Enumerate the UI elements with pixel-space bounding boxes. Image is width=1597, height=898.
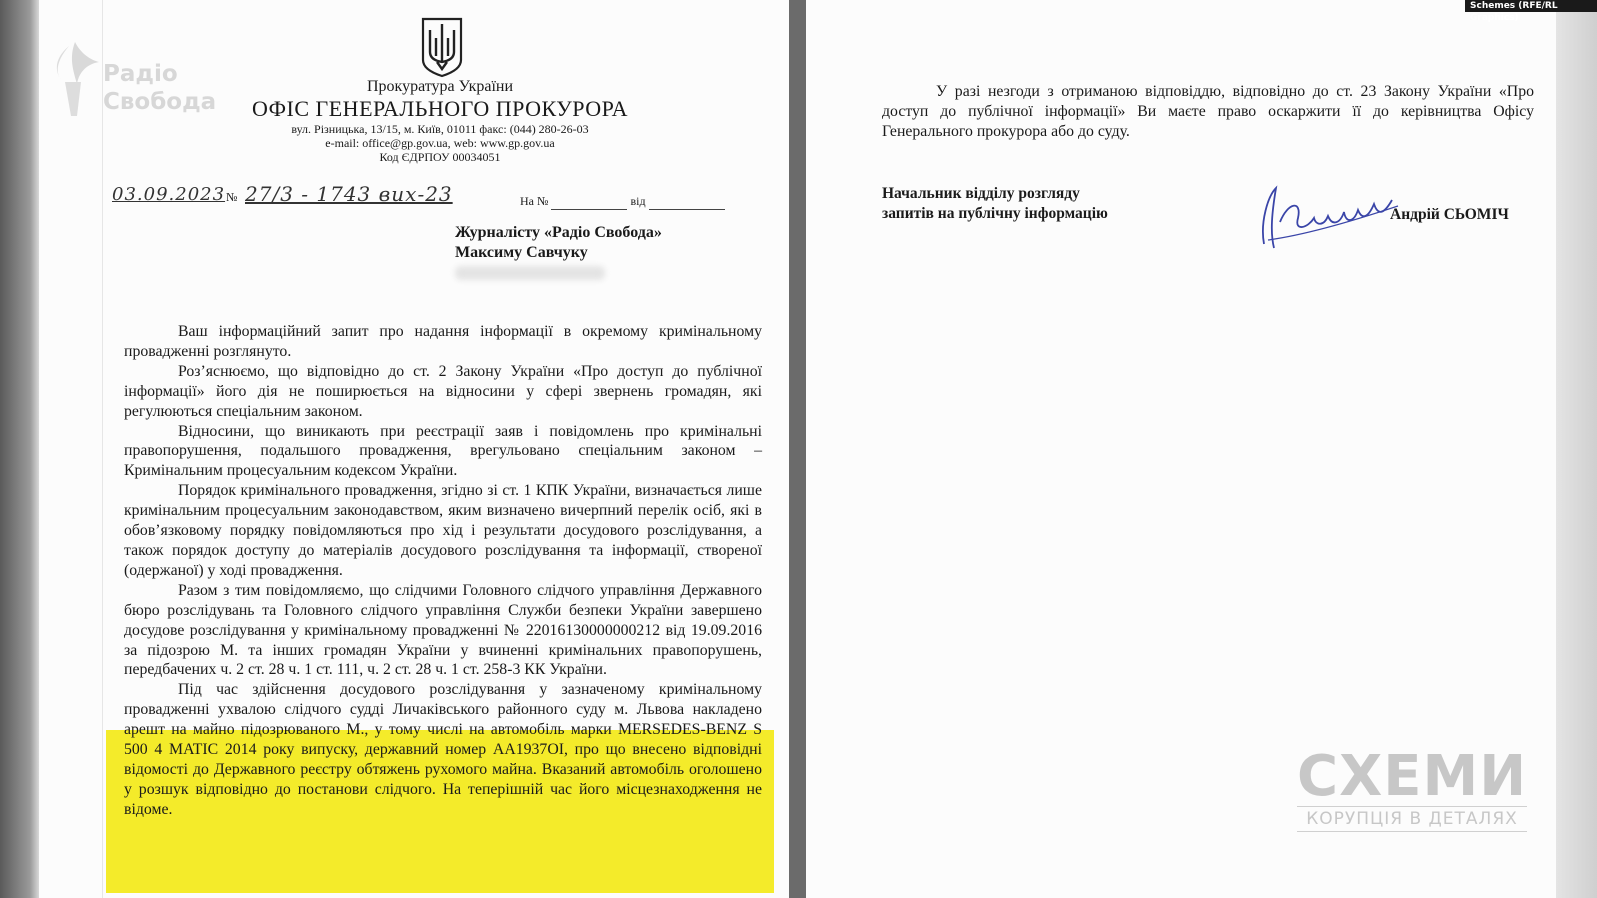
body-paragraph: Відносини, що виникають при реєстрації заяв і повідомлень про кримінальні правопорушення, подальшого провадження, врегульовано спеціальним законом – Кримінальним процесуальним кодексом України. <box>124 422 762 480</box>
office-contacts: e-mail: office@gp.gov.ua, web: www.gp.gov.ua <box>325 136 555 150</box>
brand-line-2: Свобода <box>103 89 217 115</box>
reference-line <box>520 194 725 210</box>
redacted-contact <box>455 266 605 280</box>
letter-body <box>124 322 762 820</box>
signer-title-line-2: запитів на публічну інформацію <box>882 205 1108 222</box>
highlighted-paragraph: Під час здійснення досудового розслідування у зазначеному кримінальному провадженні ухвалою слідчого судді Личаківського районного суду м. Львова накладено арешт на майно підозрюваного М., у тому числі на автомобіль марки MERSEDES-BENZ S 500 4 MATIC 2014 року випуску, державний номер АА1937ОІ, про що внесено відповідні відомості до Державного реєстру обтяжень рухомого майна. Вказаний автомобіль оголошено у розшук відповідно до постанови слідчого. На теперішній час його місцезнаходження не відоме. <box>124 681 762 818</box>
vid-blank <box>649 194 725 210</box>
schemy-logo <box>1297 744 1528 832</box>
office-code: Код ЄДРПОУ 00034051 <box>379 150 501 164</box>
number-sign: № <box>226 190 238 204</box>
na-label: На № <box>520 194 549 208</box>
signer-name: Андрій СЬОМІЧ <box>1390 206 1509 223</box>
addressee-line-2: Максиму Савчуку <box>455 244 588 261</box>
brand-line-1: Радіо <box>103 61 178 87</box>
schemy-subtitle: КОРУПЦІЯ В ДЕТАЛЯХ <box>1297 806 1527 832</box>
page-gap <box>789 0 806 898</box>
trident-emblem-icon <box>420 16 464 78</box>
graphics-credit: Schemes (RFE/RL Graphics) <box>1465 0 1597 12</box>
handwritten-date: 03.09.2023 <box>112 184 226 205</box>
signature-icon <box>1258 182 1408 252</box>
signer-title <box>882 184 1108 224</box>
handwritten-number: 27/3 - 1743 вих-23 <box>245 182 453 206</box>
appeal-paragraph: У разі незгоди з отриманою відповіддю, відповідно до ст. 23 Закону України «Про доступ до публічної інформації» Ви маєте право оскаржити її до керівництва Офісу Генерального прокурора або до суду. <box>882 83 1534 140</box>
vid-label: від <box>630 194 646 208</box>
addressee <box>455 223 662 263</box>
body-paragraph: Порядок кримінального провадження, згідно зі ст. 1 КПК України, визначається лише кримінальним процесуальним законодавством, яким визначено вичерпний перелік осіб, які в обов’язковому порядку повідомляються про хід і результати досудового розслідування, а також порядок доступу до матеріалів досудового розслідування та інформації, створеної (одержаної) у ході провадження. <box>124 482 762 579</box>
page-fold <box>102 0 103 898</box>
background-strip <box>1556 0 1597 898</box>
body-paragraph: Ваш інформаційний запит про надання інформації в окремому кримінальному провадженні розглянуто. <box>124 323 762 360</box>
org-name: Прокуратура України <box>366 78 514 95</box>
office-address: вул. Різницька, 13/15, м. Київ, 01011 факс: (044) 280-26-03 <box>291 122 589 136</box>
office-name: ОФІС ГЕНЕРАЛЬНОГО ПРОКУРОРА <box>251 96 628 121</box>
addressee-line-1: Журналісту «Радіо Свобода» <box>455 224 662 241</box>
signer-title-line-1: Начальник відділу розгляду <box>882 185 1080 202</box>
body-paragraph: Разом з тим повідомляємо, що слідчими Головного слідчого управління Державного бюро розслідувань та Головного слідчого управління Служби безпеки України завершено досудове розслідування у кримінальному провадженні № 22016130000000212 від 19.09.2016 за підозрою М. та інших громадян України у вчиненні кримінальних правопорушень, передбачених ч. 2 ст. 28 ч. 1 ст. 111, ч. 2 ст. 28 ч. 1 ст. 258-3 КК України. <box>124 581 762 679</box>
schemy-title: СХЕМИ <box>1297 744 1528 809</box>
radio-svoboda-flame-icon <box>47 38 107 122</box>
na-blank <box>551 194 627 210</box>
body-paragraph: Роз’яснюємо, що відповідно до ст. 2 Закону України «Про доступ до публічної інформації» його дія не поширюється на відносини у сфері звернень громадян, які регулюються спеціальним законом. <box>124 362 762 420</box>
